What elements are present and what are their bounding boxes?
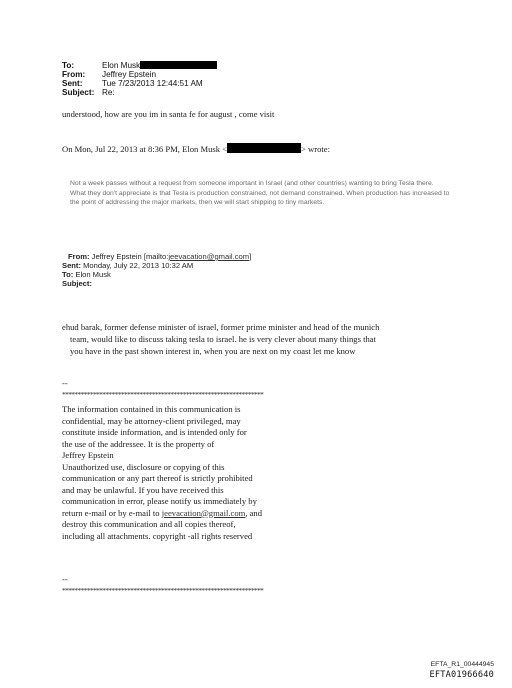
to-value: Elon Musk: [102, 61, 141, 70]
fwd-to-value: Elon Musk: [75, 270, 111, 279]
fwd-subject-label: Subject:: [62, 279, 92, 288]
sent-label: Sent:: [62, 79, 83, 88]
disclaimer-line: Jeffrey Epstein: [62, 450, 114, 460]
fwd-from-email-link[interactable]: jeevacation@gmail.com: [168, 252, 250, 261]
return-line-after: , and: [245, 507, 263, 518]
header-from-row: [62, 70, 156, 79]
forwarded-subject-row: [62, 279, 92, 289]
disclaimer-line: communication or any part thereof is strictly prohibited: [62, 473, 253, 483]
disclaimer-return-line: [62, 508, 262, 520]
sent-value: Tue 7/23/2013 12:44:51 AM: [102, 79, 203, 88]
disclaimer-line: confidential, may be attorney-client privileged, may: [62, 415, 241, 426]
disclaimer-line: including all attachments. copyright -all rights reserved: [62, 530, 253, 541]
disclaimer-line: and may be unlawful. If you have received this: [62, 484, 224, 495]
subject-label: Subject:: [62, 88, 95, 97]
header-subject-row: [62, 88, 115, 97]
from-label: From:: [62, 70, 86, 79]
footer-dashes: --: [62, 574, 68, 584]
signature-stars: *****************************************************************: [62, 390, 264, 399]
from-value: Jeffrey Epstein: [102, 70, 157, 79]
header-sent-row: [62, 79, 203, 88]
fwd-from-label: From:: [68, 252, 90, 261]
fwd-sent-value: Monday, July 22, 2013 10:32 AM: [83, 261, 194, 270]
header-to-row: [62, 61, 217, 70]
to-label: To:: [62, 61, 75, 70]
quoted-body: Not a week passes without a request from someone important in Israel (and other countries) wanting to bring Tesla there. What they don't appreciate is that Tesla is production constrained, not demand constrained. When production has increased to the point of addressing the major markets, then we will start shipping to tiny markets.: [70, 180, 450, 207]
disclaimer-line: communication in error, please notify us immediately by: [62, 496, 257, 506]
quote-intro: [62, 143, 330, 156]
disclaimer-line: The information contained in this communication is: [62, 404, 241, 414]
fwd-from-value: Jeffrey Epstein [mailto:: [91, 252, 169, 261]
disclaimer-line: destroy this communication and all copies thereof,: [62, 519, 236, 529]
signature-dashes: --: [62, 378, 68, 388]
redaction-bar: [227, 143, 301, 153]
disclaimer-line: the use of the addressee. It is the property of: [62, 438, 215, 449]
fwd-sent-label: Sent:: [62, 261, 81, 270]
return-email-link[interactable]: jeevacation@gmail.com: [161, 507, 246, 518]
subject-value: Re:: [102, 88, 115, 97]
return-line-before: return e-mail or by e-mail to: [62, 507, 162, 518]
fwd-to-label: To:: [62, 270, 74, 279]
bates-stamp-2: EFTA01966640: [429, 670, 494, 680]
disclaimer-line: constitute inside information, and is intended only for: [62, 427, 247, 437]
fwd-from-close: ]: [249, 252, 252, 261]
disclaimer-line: Unauthorized use, disclosure or copying of this: [62, 461, 225, 472]
original-message-line-1: ehud barak, former defense minister of israel, former prime minister and head of the munich: [62, 322, 380, 332]
quote-intro-before: On Mon, Jul 22, 2013 at 8:36 PM, Elon Musk <: [62, 144, 228, 154]
quote-intro-after: > wrote:: [301, 144, 330, 154]
redaction-bar: [140, 61, 217, 69]
reply-text: understood, how are you im in santa fe for august , come visit: [62, 109, 275, 119]
original-message-line-3: you have in the past shown interest in, when you are next on my coast let me know: [70, 346, 356, 356]
bates-stamp-1: EFTA_R1_00444945: [430, 661, 494, 668]
footer-stars: *****************************************************************: [62, 586, 264, 595]
original-message-line-2: team, would like to discuss taking tesla to israel. he is very clever about many things that: [70, 334, 376, 344]
